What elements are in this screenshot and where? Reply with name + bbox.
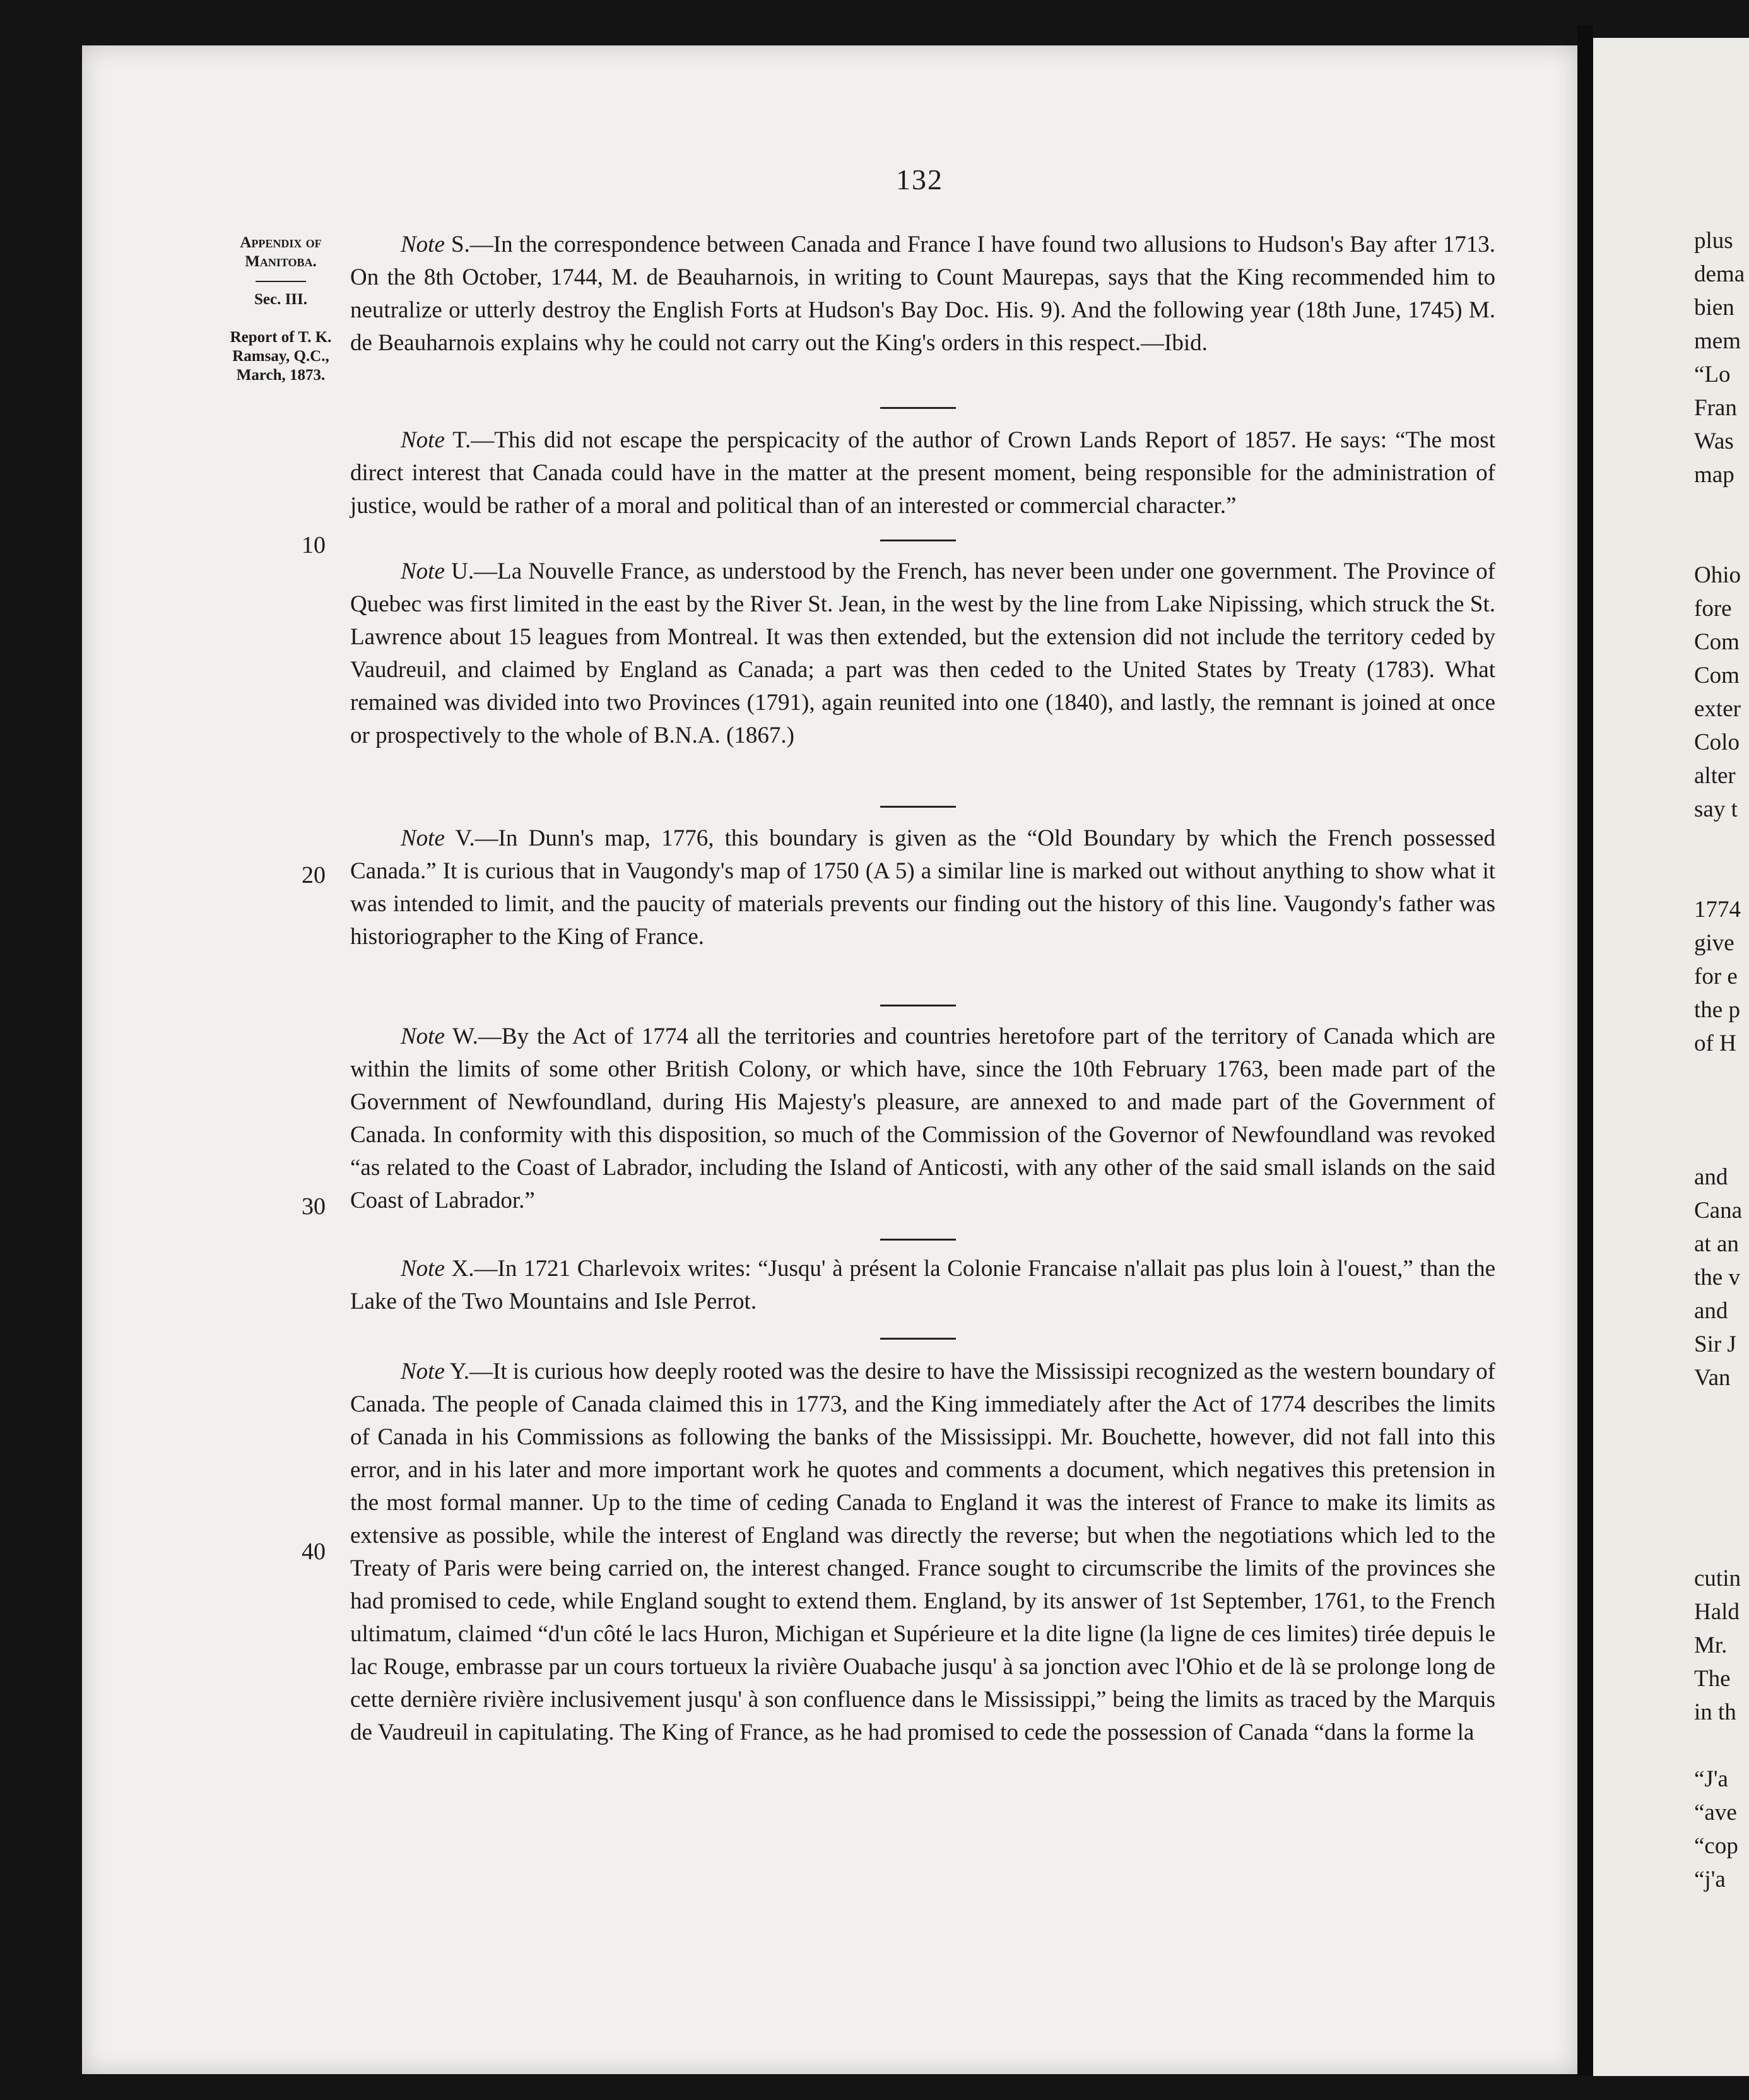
facing-line: Sir J <box>1694 1331 1736 1357</box>
facing-line: “Lo <box>1694 362 1731 387</box>
facing-line <box>1694 1528 1749 1562</box>
facing-line: map <box>1694 462 1734 488</box>
facing-line <box>1694 492 1749 525</box>
page-number: 132 <box>896 163 943 196</box>
facing-line: exter <box>1694 696 1741 722</box>
note-y-paragraph <box>350 1355 1495 1749</box>
note-s-text: S.—In the correspondence between Canada and France I have found two allusions to Hudson's Bay after 1713. On the 8th October, 1744, M. de Beauharnois, in writing to Count Maurepas, says that the King recommended him to neutralize or utterly destroy the English Forts at Hudson's Bay Doc. His. 9). And the following year (18th June, 1745) M. de Beauharnois explains why he could not carry out the King's orders in this respect.—Ibid. <box>350 232 1496 356</box>
facing-line: of H <box>1694 1030 1736 1056</box>
margin-note-report: Report of T. K. Ramsay, Q.C., March, 1873. <box>230 329 332 384</box>
facing-line: The <box>1694 1666 1731 1692</box>
line-number-10: 10 <box>302 532 326 558</box>
note-w <box>350 1020 1495 1217</box>
note-v-label: Note <box>401 825 445 851</box>
facing-line <box>1694 826 1749 859</box>
facing-line: dema <box>1694 261 1745 287</box>
facing-line: and <box>1694 1298 1728 1324</box>
facing-line: for e <box>1694 964 1738 989</box>
facing-line: 1774 <box>1694 897 1741 923</box>
facing-line: in th <box>1694 1699 1736 1725</box>
facing-page-text <box>1694 224 1749 1896</box>
facing-line: Mr. <box>1694 1632 1728 1658</box>
facing-line: Colo <box>1694 729 1740 755</box>
facing-line: bien <box>1694 295 1734 321</box>
note-s-label: Note <box>401 232 445 257</box>
separator-rule <box>880 806 956 808</box>
facing-line: plus <box>1694 228 1733 254</box>
note-w-text: W.—By the Act of 1774 all the territories and countries heretofore part of the territory of Canada which are within the limits of some other British Colony, or which have, since the 10th February 1763, been made part of the Government of Newfoundland, during His Majesty's pleasure, are annexed to and made part of the Government of Canada. In conformity with this disposition, so much of the Commission of the Governor of Newfoundland was revoked “as related to the Coast of Labrador, including the Island of Anticosti, with any other of the said small islands on the said Coast of Labrador.” <box>350 1023 1495 1213</box>
note-x-label: Note <box>401 1256 445 1282</box>
note-s <box>350 228 1495 360</box>
note-s-paragraph <box>350 228 1495 360</box>
facing-line: Fran <box>1694 395 1737 421</box>
facing-line <box>1694 1428 1749 1461</box>
facing-line: Van <box>1694 1365 1731 1391</box>
facing-line: at an <box>1694 1231 1739 1257</box>
margin-note-section: Sec. III. <box>254 291 308 308</box>
note-u <box>350 555 1495 752</box>
facing-line: say t <box>1694 796 1738 822</box>
note-t-text: T.—This did not escape the perspicacity of the author of Crown Lands Report of 1857. He says: “The most direct interest that Canada could have in the matter at the present moment, being responsible for the administration of justice, would be rather of a moral and political than of an interested or commercial character.” <box>350 427 1495 519</box>
line-number-40: 40 <box>302 1538 326 1565</box>
note-v-paragraph <box>350 822 1495 953</box>
facing-line: cutin <box>1694 1566 1741 1591</box>
margin-note-rule <box>256 281 306 282</box>
facing-line: Was <box>1694 428 1734 454</box>
facing-line <box>1694 859 1749 893</box>
facing-line: “ave <box>1694 1800 1737 1826</box>
line-number-30: 30 <box>302 1193 326 1220</box>
facing-line <box>1694 1395 1749 1428</box>
note-x <box>350 1253 1495 1318</box>
facing-line: Com <box>1694 663 1740 688</box>
note-x-paragraph <box>350 1253 1495 1318</box>
margin-note-appendix: Appendix of Manitoba. <box>240 234 322 270</box>
separator-rule <box>880 540 956 541</box>
facing-line: and <box>1694 1164 1728 1190</box>
facing-line: mem <box>1694 328 1741 354</box>
line-number-20: 20 <box>302 862 326 888</box>
facing-line: Cana <box>1694 1198 1743 1224</box>
facing-line: alter <box>1694 763 1736 789</box>
facing-line: Hald <box>1694 1599 1740 1625</box>
note-w-label: Note <box>401 1023 445 1049</box>
note-u-label: Note <box>401 558 445 584</box>
facing-line: give <box>1694 930 1734 956</box>
facing-line: Ohio <box>1694 562 1741 588</box>
facing-line: “cop <box>1694 1833 1738 1859</box>
facing-line: fore <box>1694 596 1732 622</box>
note-w-paragraph <box>350 1020 1495 1217</box>
facing-line <box>1694 1729 1749 1762</box>
facing-line: Com <box>1694 629 1740 655</box>
facing-line <box>1694 1127 1749 1160</box>
note-u-paragraph <box>350 555 1495 752</box>
note-y-label: Note <box>401 1359 445 1384</box>
facing-line <box>1694 1495 1749 1528</box>
note-x-text: X.—In 1721 Charlevoix writes: “Jusqu' à présent la Colonie Francaise n'allait pas plus loin à l'ouest,” than the Lake of the Two Mountains and Isle Perrot. <box>350 1256 1496 1314</box>
facing-line <box>1694 525 1749 558</box>
note-t-label: Note <box>401 427 445 453</box>
book-gutter <box>1577 25 1593 2076</box>
facing-line: “J'a <box>1694 1766 1728 1792</box>
note-u-text: U.—La Nouvelle France, as understood by the French, has never been under one government. The Province of Quebec was first limited in the east by the River St. Jean, in the west by the line from Lake Nipissing, which struck the St. Lawrence about 15 leagues from Montreal. It was then extended, but the extension did not include the territory ceded by Vaudreuil, and claimed by England as Canada; a part was then ceded to the United States by Treaty (1783). What remained was divided into two Provinces (1791), again reunited into one (1840), and lastly, the remnant is joined at once or prospectively to the whole of B.N.A. (1867.) <box>350 558 1495 748</box>
note-y <box>350 1355 1495 1749</box>
facing-line <box>1694 1060 1749 1094</box>
facing-line <box>1694 1094 1749 1127</box>
note-t-paragraph <box>350 424 1495 522</box>
separator-rule <box>880 1239 956 1241</box>
note-y-text: Y.—It is curious how deeply rooted was the desire to have the Mississipi recognized as the western boundary of Canada. The people of Canada claimed this in 1773, and the King immediately after the Act of 1774 describes the limits of Canada in his Commissions as following the banks of the Mississippi. Mr. Bouchette, however, did not fall into this error, and in his later and more important work he quotes and comments a document, which negatives this pretension in the most formal manner. Up to the time of ceding Canada to England it was the interest of France to make its limits as extensive as possible, while the interest of England was directly the reverse; but when the negotiations which led to the Treaty of Paris were being carried on, the interest changed. France sought to circumscribe the limits of the provinces she had promised to cede, while England sought to extend them. England, by its answer of 1st September, 1761, to the French ultimatum, claimed “d'un côté le lacs Huron, Michigan et Supérieure et la dite ligne (la ligne de ces limites) tirée depuis le lac Rouge, embrasse par un cours tortueux la rivière Ouabache jusqu' à sa jonction avec l'Ohio et de là se prolonge long de cette dernière rivière inclusivement jusqu' à son confluence dans le Mississippi,” being the limits as traced by the Marquis de Vaudreuil in capitulating. The King of France, as he had promised to cede the possession of Canada “dans la forme la <box>350 1359 1495 1745</box>
facing-line <box>1694 1461 1749 1495</box>
separator-rule <box>880 1005 956 1006</box>
separator-rule <box>880 407 956 409</box>
separator-rule <box>880 1338 956 1340</box>
note-t <box>350 424 1495 522</box>
note-v-text: V.—In Dunn's map, 1776, this boundary is given as the “Old Boundary by which the French possessed Canada.” It is curious that in Vaugondy's map of 1750 (A 5) a similar line is marked out without anything to show what it was intended to limit, and the paucity of materials prevents our finding out the history of this line. Vaugondy's father was historiographer to the King of France. <box>350 825 1495 950</box>
facing-line: “j'a <box>1694 1867 1726 1892</box>
note-v <box>350 822 1495 953</box>
facing-line: the p <box>1694 997 1740 1023</box>
facing-line: the v <box>1694 1265 1740 1290</box>
